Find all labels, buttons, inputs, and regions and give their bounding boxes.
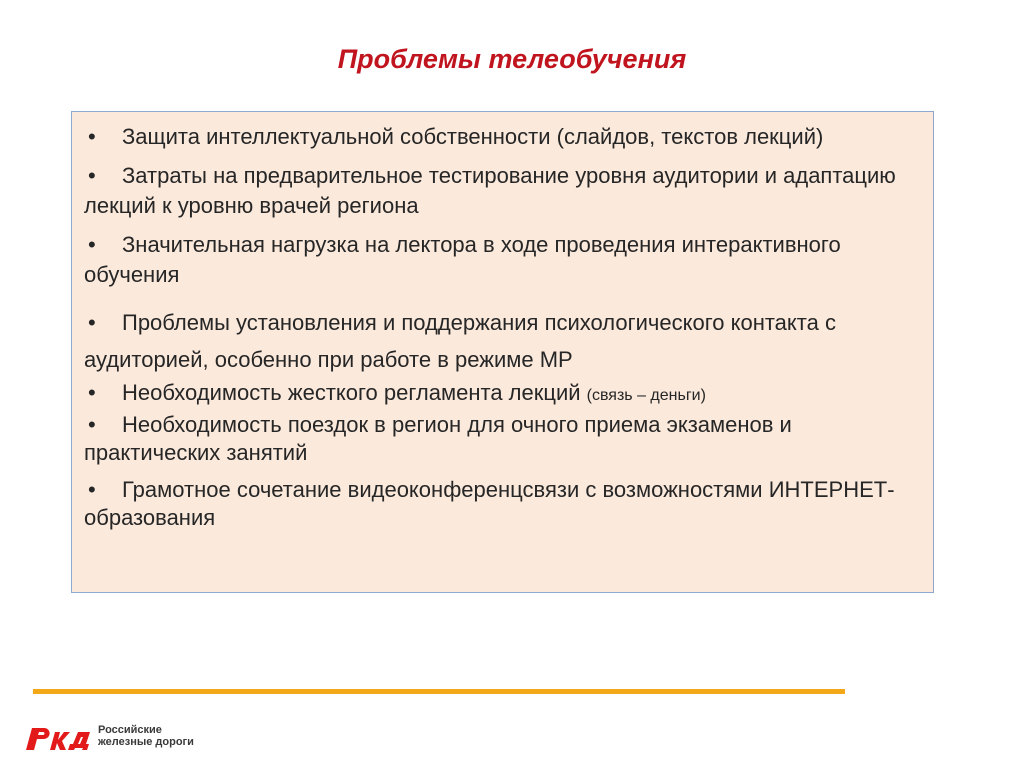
list-item bbox=[84, 230, 921, 290]
list-item bbox=[84, 476, 921, 532]
list-item bbox=[84, 378, 921, 411]
bullet-text: Необходимость жесткого регламента лекций bbox=[122, 380, 587, 405]
bullet-text: Затраты на предварительное тестирование уровня аудитории и адаптацию лекций к уровню врачей региона bbox=[84, 163, 896, 218]
bullet-text: Значительная нагрузка на лектора в ходе проведения интерактивного обучения bbox=[84, 232, 841, 287]
logo-line1: Российские bbox=[98, 724, 162, 736]
list-item bbox=[84, 122, 921, 152]
logo-text bbox=[98, 724, 194, 748]
bullet-text: Необходимость поездок в регион для очного приема экзаменов и практических занятий bbox=[84, 412, 792, 465]
bullet-marker: • bbox=[88, 380, 96, 405]
bullet-list bbox=[84, 122, 921, 532]
footer-divider bbox=[33, 689, 845, 694]
bullet-marker: • bbox=[88, 412, 96, 437]
bullet-marker: • bbox=[88, 310, 96, 335]
logo-line2: железные дороги bbox=[98, 736, 194, 748]
bullet-text: Защита интеллектуальной собственности (слайдов, текстов лекций) bbox=[122, 124, 824, 149]
rzd-logo-icon bbox=[24, 718, 96, 754]
slide-title: Проблемы телеобучения bbox=[337, 44, 687, 74]
list-item bbox=[84, 161, 921, 221]
bullet-text: Проблемы установления и поддержания психологического контакта с аудиторией, особенно при работе в режиме МР bbox=[84, 310, 836, 372]
bullet-text: Грамотное сочетание видеоконференцсвязи с возможностями ИНТЕРНЕТ-образования bbox=[84, 477, 895, 530]
bullet-note: (связь – деньги) bbox=[586, 387, 706, 404]
list-item bbox=[84, 304, 921, 378]
bullet-marker: • bbox=[88, 124, 96, 149]
bullet-marker: • bbox=[88, 477, 96, 502]
content-box bbox=[71, 111, 934, 593]
bullet-marker: • bbox=[88, 163, 96, 188]
rzd-logo bbox=[24, 718, 194, 754]
bullet-marker: • bbox=[88, 232, 96, 257]
list-item bbox=[84, 411, 921, 467]
